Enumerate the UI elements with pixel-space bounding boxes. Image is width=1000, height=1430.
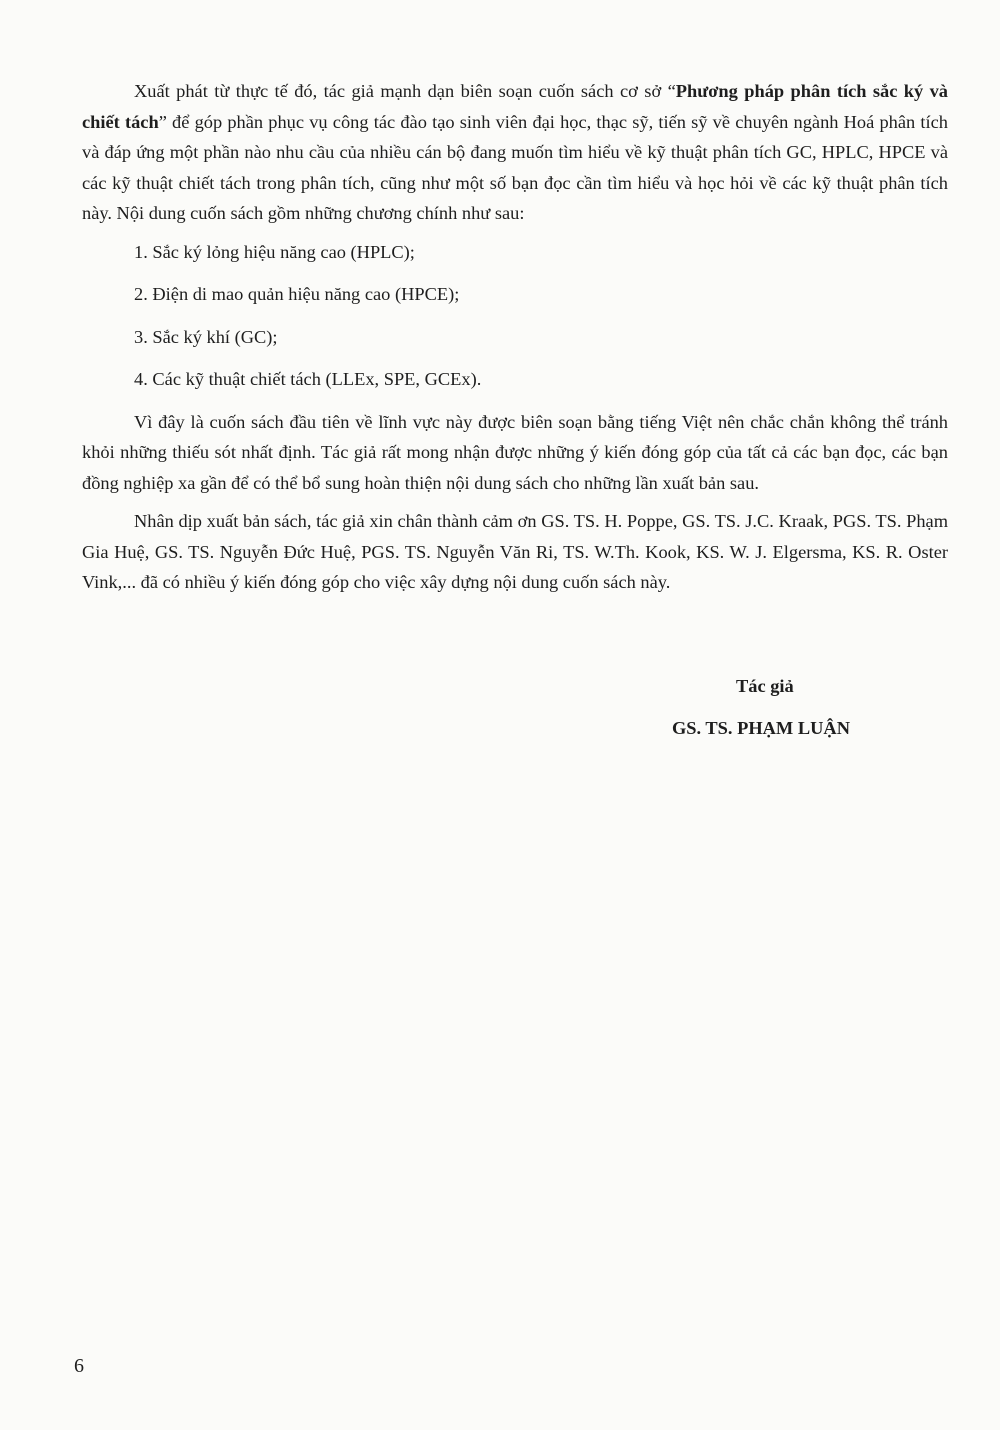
signature-name: GS. TS. PHẠM LUẬN	[672, 718, 850, 738]
book-title: Phương pháp phân tích sắc ký và chiết tách	[82, 81, 949, 132]
page-number: 6	[74, 1355, 84, 1377]
signature-role: Tác giả	[736, 676, 794, 696]
acknowledgement-paragraph: Nhân dịp xuất bản sách, tác giả xin chân thành cảm ơn GS. TS. H. Poppe, GS. TS. J.C. Kraak, PGS. TS. Phạm Gia Huệ, GS. TS. Nguyễn Đức Huệ, PGS. TS. Nguyễn Văn Ri, TS. W.Th. Kook, KS. W. J. Elgersma, KS. R. Oster Vink,... đã có nhiều ý kiến đóng góp cho việc xây dựng nội dung cuốn sách này.	[82, 511, 948, 592]
page-body	[82, 76, 948, 606]
chapter-list	[82, 237, 948, 395]
intro-paragraph	[82, 76, 948, 229]
chapter-item: 2. Điện di mao quản hiệu năng cao (HPCE);	[134, 284, 460, 304]
chapter-item: 3. Sắc ký khí (GC);	[134, 326, 278, 347]
intro-rest: ” để góp phần phục vụ công tác đào tạo sinh viên đại học, thạc sỹ, tiến sỹ về chuyên ngành Hoá phân tích và đáp ứng một phần nào nhu cầu của nhiều cán bộ đang muốn tìm hiểu về kỹ thuật phân tích GC, HPLC, HPCE và các kỹ thuật chiết tách trong phân tích, cũng như một số bạn đọc cần tìm hiểu và học hỏi về các kỹ thuật phân tích này. Nội dung cuốn sách gồm những chương chính như sau:	[82, 111, 948, 223]
feedback-paragraph: Vì đây là cuốn sách đầu tiên về lĩnh vực này được biên soạn bằng tiếng Việt nên chắc chắn không thể tránh khỏi những thiếu sót nhất định. Tác giả rất mong nhận được những ý kiến đóng góp của tất cả các bạn đọc, các bạn đồng nghiệp xa gần để có thể bổ sung hoàn thiện nội dung sách cho những lần xuất bản sau.	[82, 411, 948, 493]
chapter-item: 4. Các kỹ thuật chiết tách (LLEx, SPE, GCEx).	[134, 369, 482, 389]
chapter-item: 1. Sắc ký lỏng hiệu năng cao (HPLC);	[134, 241, 415, 262]
intro-lead: Xuất phát từ thực tế đó, tác giả mạnh dạn biên soạn cuốn sách cơ sở “	[134, 81, 676, 101]
